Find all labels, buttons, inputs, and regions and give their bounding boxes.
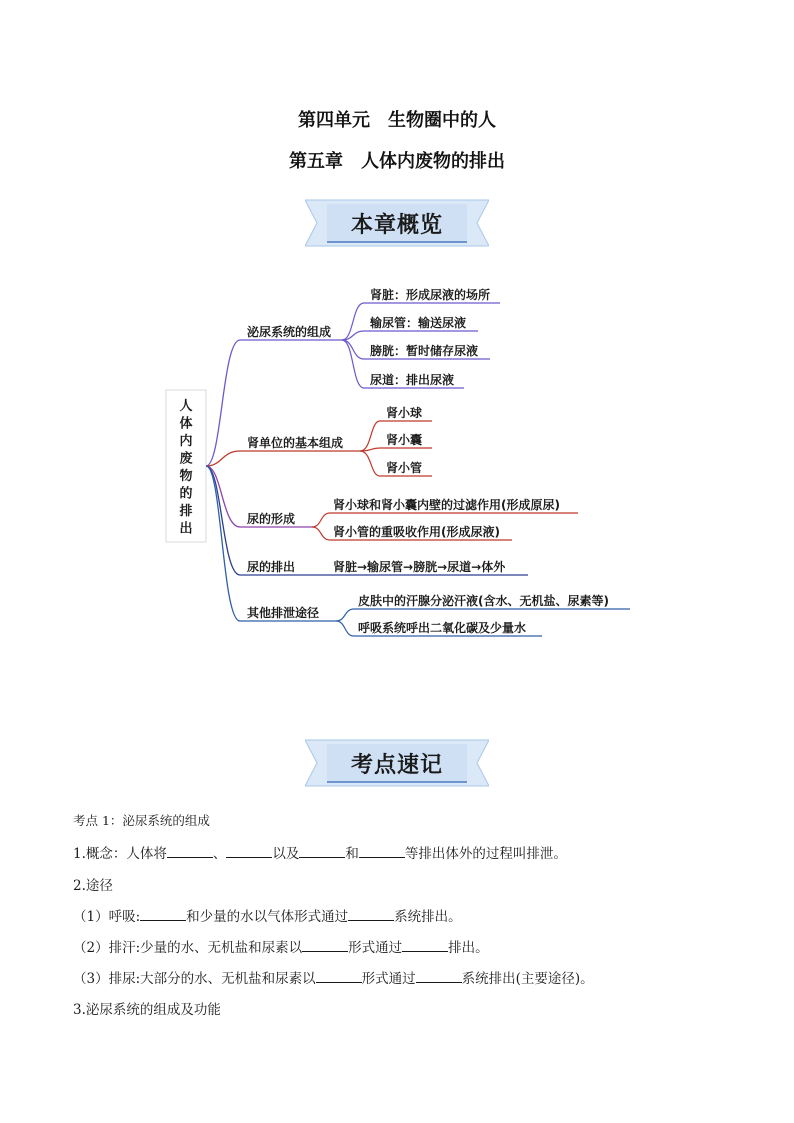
concept-line xyxy=(73,842,567,862)
root-char: 排 xyxy=(179,504,193,519)
root-char: 的 xyxy=(179,486,193,502)
route-title: 2.途径 xyxy=(73,878,113,894)
sweat-text: （2）排汗:少量的水、无机盐和尿素以 xyxy=(73,940,303,956)
overview-banner-label: 本章概览 xyxy=(350,212,443,238)
leaf-line xyxy=(342,331,478,340)
root-char: 出 xyxy=(179,521,193,537)
root-char: 内 xyxy=(179,434,193,449)
fill-blank[interactable] xyxy=(348,908,394,921)
branch-line-nephron xyxy=(206,451,360,466)
branch-label-nephron: 肾单位的基本组成 xyxy=(247,436,344,450)
branch-label-urinary: 泌尿系统的组成 xyxy=(247,325,332,339)
sweat-line xyxy=(73,936,489,956)
urine-text: 系统排出(主要途径)。 xyxy=(461,971,594,987)
leaf-label: 肾脏：形成尿液的场所 xyxy=(370,288,491,302)
leaf-label: 肾小球 xyxy=(386,406,423,420)
leaf-label: 肾脏→输尿管→膀胱→尿道→体外 xyxy=(333,560,506,574)
concept-text: 和 xyxy=(345,846,359,862)
keypoints-banner xyxy=(305,736,489,790)
fill-blank[interactable] xyxy=(402,939,448,952)
branch-label-discharge: 尿的排出 xyxy=(247,560,296,574)
root-char: 物 xyxy=(179,469,193,484)
leaf-label: 肾小囊 xyxy=(386,433,423,447)
leaf-line xyxy=(360,448,432,451)
concept-text: 1.概念：人体将 xyxy=(73,846,167,862)
leaf-label: 皮肤中的汗腺分泌汗液(含水、无机盐、尿素等) xyxy=(358,594,609,608)
branch-label-other: 其他排泄途径 xyxy=(247,606,320,620)
leaf-line xyxy=(336,609,630,621)
fill-blank[interactable] xyxy=(316,970,362,983)
root-char: 废 xyxy=(179,451,193,467)
leaf-label: 膀胱：暂时储存尿液 xyxy=(370,344,479,358)
system-title: 3.泌尿系统的组成及功能 xyxy=(73,1002,221,1018)
sweat-text: 排出。 xyxy=(448,940,489,956)
keypoints-banner-label: 考点速记 xyxy=(350,752,443,778)
fill-blank[interactable] xyxy=(140,908,186,921)
breath-text: 系统排出。 xyxy=(394,909,462,925)
leaf-label: 肾小管 xyxy=(386,461,423,475)
chapter-title: 第五章 人体内废物的排出 xyxy=(289,151,505,172)
breath-text: 和少量的水以气体形式通过 xyxy=(186,909,349,925)
breath-line xyxy=(73,905,462,925)
concept-text: 等排出体外的过程叫排泄。 xyxy=(404,846,567,862)
leaf-label: 肾小球和肾小囊内壁的过滤作用(形成原尿) xyxy=(333,498,560,512)
fill-blank[interactable] xyxy=(226,845,272,858)
breath-text: （1）呼吸: xyxy=(73,909,141,925)
leaf-label: 尿道：排出尿液 xyxy=(370,373,455,387)
urine-text: 形式通过 xyxy=(361,971,416,987)
fill-blank[interactable] xyxy=(299,845,345,858)
fill-blank[interactable] xyxy=(359,845,405,858)
root-char: 人 xyxy=(179,399,193,414)
branch-line-other xyxy=(206,466,336,621)
fill-blank[interactable] xyxy=(167,845,213,858)
fill-blank[interactable] xyxy=(302,939,348,952)
fill-blank[interactable] xyxy=(416,970,462,983)
root-char: 体 xyxy=(179,416,193,432)
urine-text: （3）排尿:大部分的水、无机盐和尿素以 xyxy=(73,971,316,987)
leaf-label: 肾小管的重吸收作用(形成尿液) xyxy=(333,525,500,539)
concept-text: 以及 xyxy=(272,846,300,862)
point-1-title: 考点 1：泌尿系统的组成 xyxy=(73,813,210,828)
urine-line xyxy=(73,967,594,987)
overview-banner xyxy=(305,196,489,250)
unit-title: 第四单元 生物圈中的人 xyxy=(298,110,496,131)
branch-label-formation: 尿的形成 xyxy=(247,512,296,526)
leaf-label: 呼吸系统呼出二氧化碳及少量水 xyxy=(358,621,527,635)
leaf-label: 输尿管：输送尿液 xyxy=(370,316,467,330)
sweat-text: 形式通过 xyxy=(348,940,403,956)
concept-text: 、 xyxy=(212,846,227,862)
mind-map xyxy=(0,270,794,690)
